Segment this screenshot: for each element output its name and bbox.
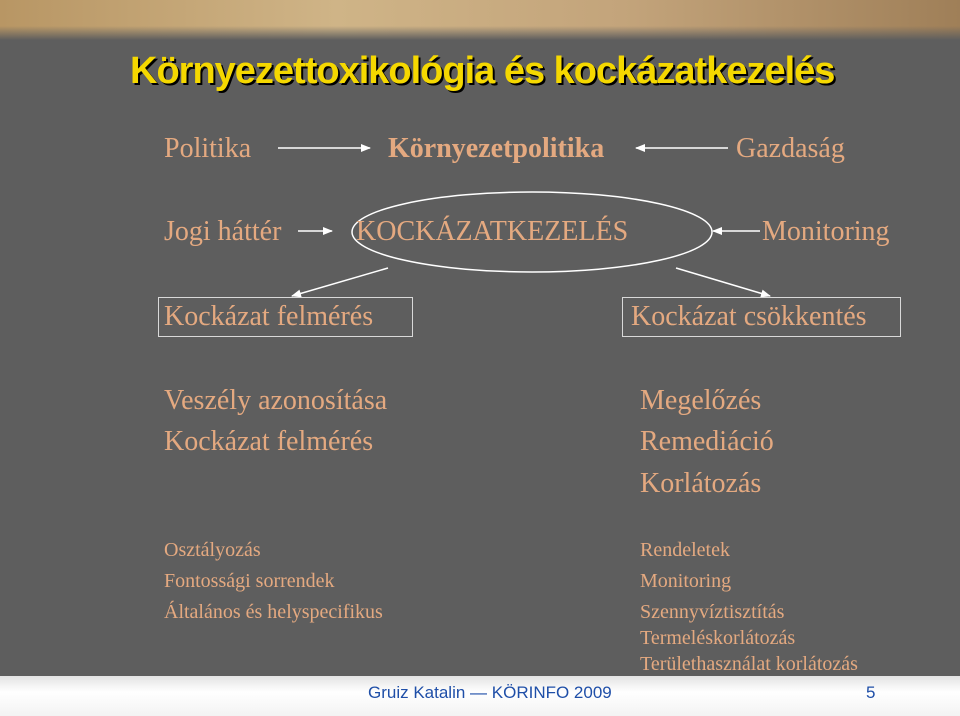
right-list-item: Megelőzés [640, 385, 762, 416]
right-list-item: Remediáció [640, 426, 774, 457]
slide-title: Környezettoxikológia és kockázatkezelés [130, 50, 835, 92]
right-list-item: Korlátozás [640, 468, 762, 499]
gazdasag-label: Gazdaság [736, 133, 845, 164]
politika-label: Politika [164, 133, 252, 164]
kockazatkezeles-label: KOCKÁZATKEZELÉS [356, 216, 629, 247]
arrow-to-csokkentes [676, 268, 770, 296]
left-small-item: Osztályozás [164, 539, 261, 561]
left-small-item: Általános és helyspecifikus [164, 601, 383, 623]
left-small-item: Fontossági sorrendek [164, 570, 335, 592]
jogi-hatter-label: Jogi háttér [164, 216, 282, 247]
footer-page-number: 5 [866, 683, 876, 702]
arrow-to-felmeres [292, 268, 388, 296]
left-list-item: Veszély azonosítása [164, 385, 388, 416]
kockazat-felmeres-box-label: Kockázat felmérés [164, 301, 374, 332]
right-small-item: Területhasználat korlátozás [640, 653, 858, 675]
left-list-item: Kockázat felmérés [164, 426, 374, 457]
footer-author: Gruiz Katalin — KÖRINFO 2009 [368, 683, 612, 702]
monitoring-label: Monitoring [762, 216, 890, 247]
right-small-item: Szennyvíztisztítás [640, 601, 785, 623]
right-small-item: Rendeletek [640, 539, 730, 561]
kornyezetpolitika-label: Környezetpolitika [388, 133, 605, 164]
right-small-item: Termeléskorlátozás [640, 627, 796, 649]
kockazat-csokkentes-box-label: Kockázat csökkentés [631, 301, 867, 332]
right-small-item: Monitoring [640, 570, 732, 592]
